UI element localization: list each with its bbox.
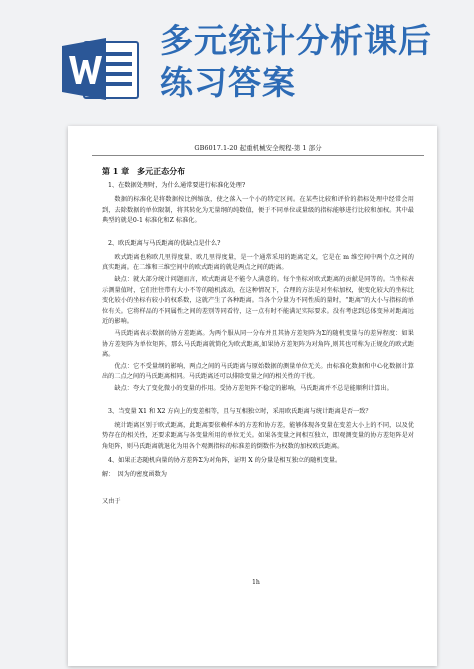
answer-2-paragraph-1: 欧式距离也称欧几里得度量、欧几里得度量，是一个通常采用的距离定义，它是在 m 维空间中两个点之间的真实距离。在二维和三维空间中的欧式距离的就是两点之间的距离。 [102,253,414,272]
answer-2-paragraph-2: 缺点：就大部分统计问题而言，欧式距离是不能令人满意的。每个坐标对欧式距离的贡献是同等的。当坐标表示测量值时，它们往往带有大小不等的随机波动，在这种情况下，合理的方法是对坐标加权，使变化较大的坐标比变化较小的坐标有较小的权系数，这就产生了各种距离。当各个分量为不同性质的量时，“距离”的大小与指标的单位有关。它将样品的不同属性之间的差别等同看待，这一点有时不能满足实际要求。没有考虑到总体变异对距离远近的影响。 [102,275,414,326]
title-line-2: 练习答案 [160,63,296,102]
word-document-icon [62,36,142,102]
answer-2-paragraph-3: 马氏距离表示数据的协方差距离。为两个服从同一分布并且其协方差矩阵为Σ的随机变量与的差异程度：如果协方差矩阵为单位矩阵，那么马氏距离就简化为欧式距离,如果协方差矩阵为对角阵,则其也可称为正规化的欧式距离。 [102,329,414,359]
document-page [68,126,437,666]
title-line-1: 多元统计分析课后 [160,21,432,60]
answer-2-paragraph-4: 优点：它不受量纲的影响，两点之间的马氏距离与原始数据的测量单位无关。由标准化数据和中心化数据计算出的二点之间的马氏距离相同。马氏距离还可以排除变量之间的相关性的干扰。 [102,362,414,381]
answer-1-paragraph: 数据的标准化是将数据按比例缩放，使之落入一个小的特定区间。在某些比较和评价的指标处理中经常会用到，去除数据的单位限制，将其转化为无量纲的纯数值，便于不同单位或量级的指标能够进行比较和加权。其中最典型的就是0-1 标准化和Z 标准化。 [102,196,414,225]
question-4: 4、如果正态随机向量的协方差阵Σ为对角阵，证明 X 的分量是相互独立的随机变量。 [108,457,342,465]
answer-2-paragraph-5: 缺点：夸大了变化微小的变量的作用。受协方差矩阵不稳定的影响，马氏距离并不总是能顺利计算出。 [114,384,393,392]
page-content [102,144,414,507]
answer-4-line-2: 又由于 [102,497,121,505]
page-number: 1h [252,579,260,586]
answer-4-line-1: 解： 因为的密度函数为 [102,471,167,479]
chapter-heading: 第 1 章 多元正态分布 [102,166,186,176]
answer-3-paragraph: 统计距离区别于欧式距离，此距离要依赖样本的方差和协方差，能够体现各变量在变差大小上的不同，以及优势存在的相关性，还要求距离与各变量所用的单位无关。如果各变量之间相互独立，即观测变量的协方差矩阵是对角矩阵，则马氏距离就退化为用各个观测指标的标准差的倒数作为权数的加权欧氏距离。 [102,421,414,450]
document-title [160,20,460,104]
banner [0,0,474,120]
question-1: 1、在数据处理时，为什么通常要进行标准化处理? [108,182,246,189]
question-2: 2、欧氏距离与马氏距离的优缺点是什么? [108,239,221,247]
question-3: 3、当变量 X1 和 X2 方向上的变差相等，且与互相独立时，采用欧氏距离与统计距离是否一致？ [108,407,372,415]
page-header: GB6017.1-20 起重机械安全规程-第 1 部分 [92,144,424,156]
